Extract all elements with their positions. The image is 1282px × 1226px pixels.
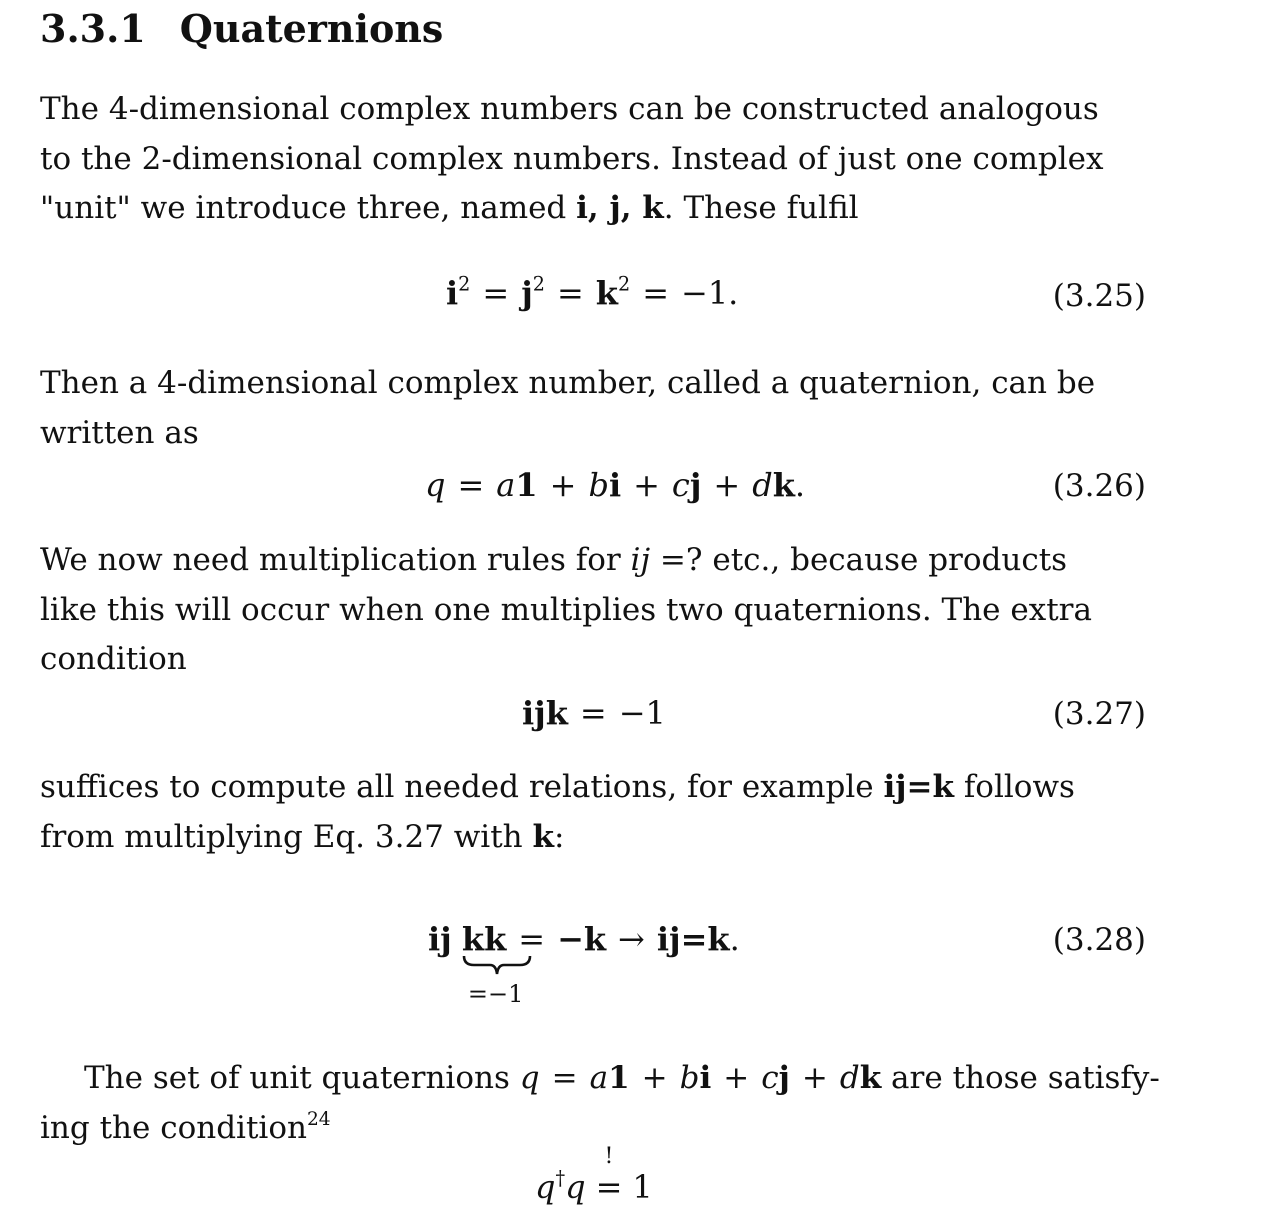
equation-3-26 <box>425 466 805 504</box>
math-operator: = <box>551 1060 578 1096</box>
paragraph-suffices <box>40 763 1150 862</box>
math-value: −1 <box>618 694 666 732</box>
math-symbol: k <box>859 1060 882 1096</box>
math-operator: + <box>633 466 660 504</box>
text-line: like this will occur when one multiplies two quaternions. The extra <box>40 591 1092 628</box>
text-line <box>40 1054 1160 1104</box>
math-symbol: ij <box>428 920 452 958</box>
text-line: The 4-dimensional complex numbers can be constructed analogous <box>40 91 1099 127</box>
math-operator: = <box>579 694 607 732</box>
math-symbol: j <box>778 1060 790 1096</box>
section-heading <box>40 6 443 51</box>
paragraph-quaternion-def <box>40 359 1150 458</box>
math-operator: = <box>457 466 485 504</box>
text-line: to the 2-dimensional complex numbers. Instead of just one complex <box>40 140 1104 177</box>
text-fragment: "unit" we introduce three, named <box>40 190 577 226</box>
math-symbol: ij=k <box>656 920 730 958</box>
equation-number: (3.27) <box>1052 696 1146 732</box>
defined-equals <box>595 1144 623 1206</box>
text-fragment: follows <box>953 769 1075 805</box>
underbrace-icon <box>462 954 532 980</box>
text-line: Then a 4-dimensional complex number, called a quaternion, can be <box>40 365 1096 401</box>
math-operator: = <box>595 1168 623 1206</box>
text-line <box>40 763 1150 813</box>
arrow-icon: → <box>618 920 645 958</box>
math-symbol: j <box>521 274 533 312</box>
math-symbol: kk <box>461 920 507 958</box>
math-exponent: 2 <box>617 272 631 296</box>
equation-number: (3.25) <box>1052 278 1146 314</box>
math-symbol: i <box>608 466 622 504</box>
dagger-symbol: † <box>555 1166 566 1190</box>
math-symbol: k <box>772 466 795 504</box>
paragraph-multiplication <box>40 536 1150 685</box>
math-symbol: i <box>699 1060 712 1096</box>
underbrace-group <box>461 920 524 1008</box>
exclamation-mark: ! <box>604 1144 614 1169</box>
math-symbol: −k <box>557 920 607 958</box>
math-symbol: j <box>689 466 702 504</box>
text-fragment: . These fulfil <box>663 190 859 226</box>
math-inline: ij=k <box>883 769 954 805</box>
math-exponent: 2 <box>532 272 545 296</box>
math-operator: + <box>723 1060 750 1096</box>
math-symbol: q <box>425 466 446 504</box>
math-operator: = <box>518 920 546 958</box>
text-line: condition <box>40 641 187 677</box>
underbrace-label: =−1 <box>467 980 524 1008</box>
math-symbol: ijk <box>522 694 568 732</box>
text-fragment: are those satisfy- <box>881 1060 1160 1096</box>
math-inline: ij <box>630 542 651 578</box>
math-operator: + <box>641 1060 668 1096</box>
math-operator: + <box>801 1060 828 1096</box>
math-symbol: 1 <box>608 1060 630 1096</box>
math-value: −1. <box>681 274 739 312</box>
math-symbol: i <box>446 274 459 312</box>
math-symbol: 1 <box>515 466 538 504</box>
math-symbol: d <box>752 466 773 504</box>
section-title: Quaternions <box>179 6 444 51</box>
math-punct: . <box>729 920 740 958</box>
paragraph-intro <box>40 85 1150 234</box>
text-fragment: The set of unit quaternions <box>84 1060 520 1096</box>
equation-number: (3.28) <box>1052 922 1146 958</box>
math-operator: + <box>713 466 741 504</box>
math-symbol: b <box>679 1060 700 1096</box>
text-fragment: We now need multiplication rules for <box>40 542 631 578</box>
text-fragment: =? etc., because products <box>650 542 1068 578</box>
text-fragment: : <box>553 818 565 855</box>
math-symbol: c <box>671 466 690 504</box>
math-operator: = <box>482 274 510 312</box>
footnote-marker[interactable]: 24 <box>306 1108 331 1130</box>
section-number: 3.3.1 <box>40 6 146 51</box>
math-symbol: q <box>535 1168 556 1206</box>
equation-number: (3.26) <box>1052 468 1146 504</box>
math-symbol: q <box>565 1168 586 1206</box>
math-symbol: c <box>761 1060 779 1096</box>
math-symbol: b <box>588 466 609 504</box>
math-symbol: k <box>595 274 618 312</box>
math-operator: = <box>642 274 669 312</box>
paragraph-unit-quaternions <box>40 1054 1160 1153</box>
math-operator: = <box>556 274 584 312</box>
text-line <box>40 813 1150 863</box>
math-symbol: q <box>519 1060 540 1096</box>
equation-3-27 <box>522 694 666 732</box>
math-symbol: a <box>589 1060 609 1096</box>
text-fragment: from multiplying Eq. 3.27 with <box>40 818 533 855</box>
units-bold: i, j, k <box>576 190 664 226</box>
math-operator: + <box>549 466 577 504</box>
math-punct: . <box>794 466 806 504</box>
equation-3-28 <box>428 920 740 1008</box>
math-exponent: 2 <box>458 272 471 296</box>
math-inline: k <box>532 818 554 855</box>
math-value: 1 <box>632 1168 653 1206</box>
math-symbol: a <box>496 466 516 504</box>
text-fragment: ing the condition <box>40 1109 307 1146</box>
equation-3-25 <box>446 274 738 312</box>
math-symbol: d <box>839 1060 860 1096</box>
text-line <box>40 536 1150 586</box>
text-line: written as <box>40 414 199 451</box>
text-fragment: suffices to compute all needed relations, for example <box>40 769 884 805</box>
text-line <box>40 184 1150 234</box>
equation-unit-condition <box>535 1144 653 1206</box>
